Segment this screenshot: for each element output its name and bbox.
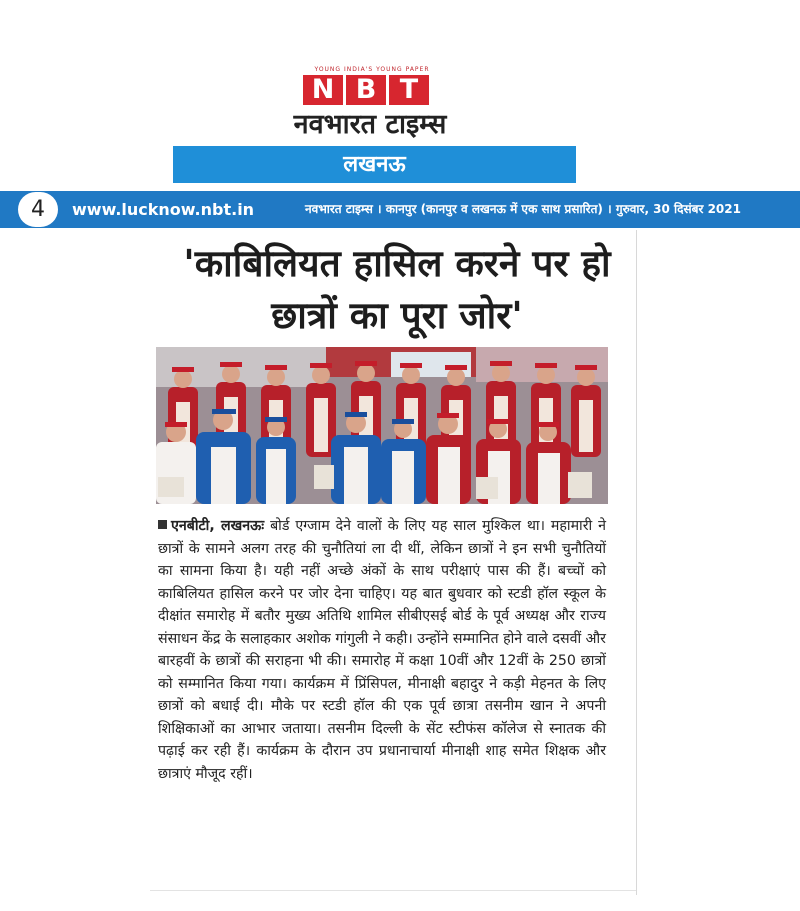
article-body — [158, 515, 606, 785]
page-strip — [0, 191, 800, 228]
dateline: नवभारत टाइम्स । कानपुर (कानपुर व लखनऊ में एक साथ प्रसारित) । गुरुवार, 30 दिसंबर 2021 — [305, 202, 741, 216]
website-link[interactable]: www.lucknow.nbt.in — [72, 200, 255, 219]
article-text: बोर्ड एग्जाम देने वालों के लिए यह साल मुश्किल था। महामारी ने छात्रों के सामने अलग तरह की चुनौतियां ला दी थीं, लेकिन छात्रों ने इन सभी चुनौतियों का सामना किया है। यही नहीं अच्छे अंकों के साथ परीक्षाएं पास की हैं। बच्चों को काबिलियत हासिल करने पर जोर देना चाहिए। यह बात बुधवार को स्टडी हॉल स्कूल के दीक्षांत समारोह में बतौर मुख्य अतिथि शामिल सीबीएसई बोर्ड के पूर्व अध्यक्ष और राज्य संसाधन केंद्र के सलाहकार अशोक गांगुली ने कही। उन्होंने सम्मानित होने वाले दसवीं और बारहवीं के छात्रों की सराहना भी की। समारोह में कक्षा 10वीं और 12वीं के 250 छात्रों को सम्मानित किया गया। कार्यक्रम में प्रिंसिपल, मीनाक्षी बहादुर ने कड़ी मेहनत के लिए छात्रों को बधाई दी। मौके पर स्टडी हॉल की एक पूर्व छात्रा तसनीम खान ने अपनी शिक्षिकाओं का आभार जताया। तसनीम दिल्ली के सेंट स्टीफंस कॉलेज से स्नातक की पढ़ाई कर रही हैं। कार्यक्रम के दौरान उप प्रधानाचार्या मीनाक्षी शाह समेत शिक्षक और छात्राएं मौजूद रहीं। — [158, 518, 606, 782]
bullet-square-icon — [158, 520, 167, 529]
logo-letter-t: T — [389, 75, 429, 105]
article-headline: 'काबिलियत हासिल करने पर हो छात्रों का पूरा जोर' — [183, 242, 611, 337]
masthead — [0, 0, 800, 190]
page-number-badge: 4 — [18, 192, 58, 227]
city-edition-bar: लखनऊ — [173, 146, 576, 183]
logo-letter-b: B — [346, 75, 386, 105]
bottom-divider — [150, 890, 636, 891]
column-divider — [636, 230, 637, 895]
article-lead: एनबीटी, लखनऊः — [171, 518, 265, 534]
news-article — [150, 230, 640, 890]
graduation-group-photo — [156, 347, 608, 504]
article-photo — [156, 347, 608, 504]
nbt-logo — [303, 75, 429, 105]
logo-letter-n: N — [303, 75, 343, 105]
paper-name: नवभारत टाइम्स — [293, 109, 447, 140]
logo-tagline: YOUNG INDIA'S YOUNG PAPER — [314, 66, 430, 73]
